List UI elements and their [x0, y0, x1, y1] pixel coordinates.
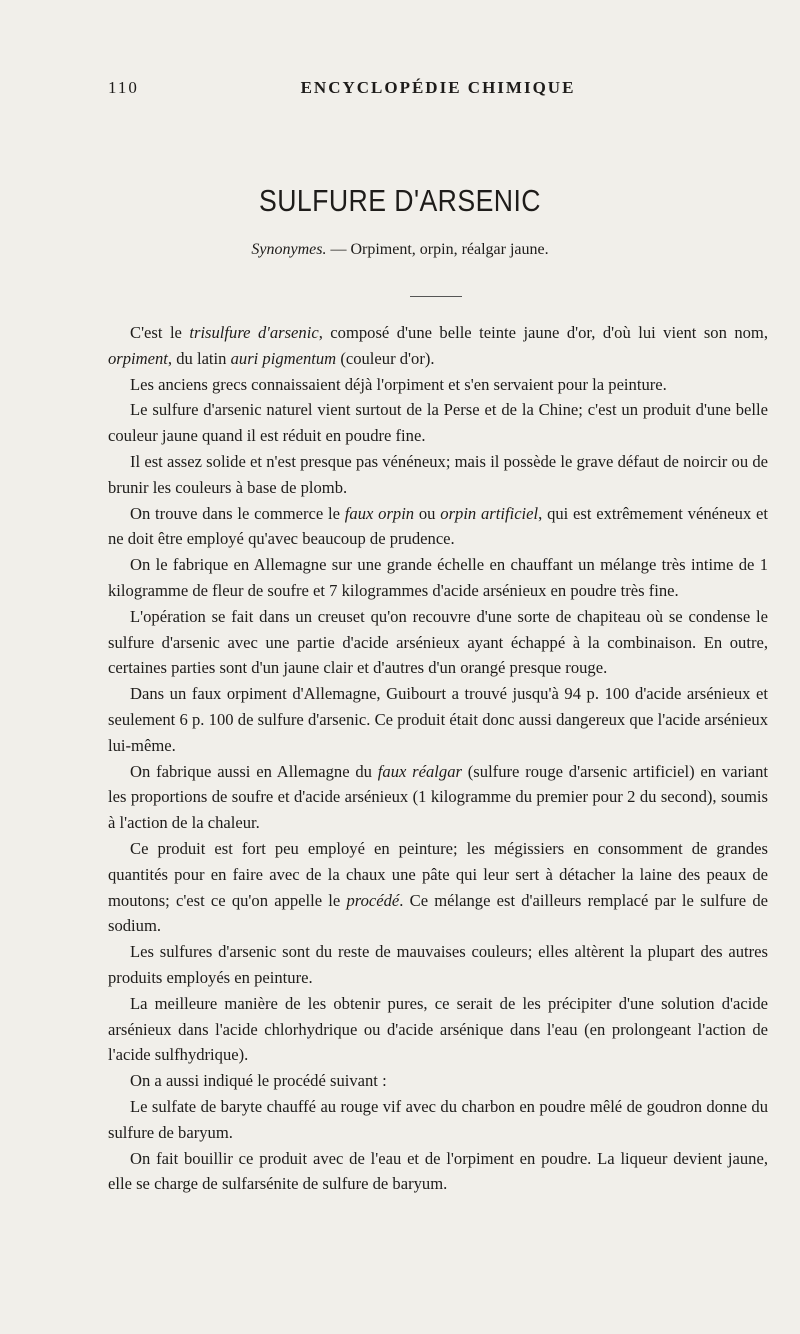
- paragraph-text: , composé d'une belle teinte jaune d'or, d'où lui vient son nom,: [318, 323, 768, 342]
- italic-term: orpin artificiel: [440, 503, 539, 523]
- paragraph-text: (couleur d'or).: [336, 348, 435, 368]
- italic-term: faux orpin: [344, 503, 415, 523]
- paragraph: [108, 1068, 768, 1094]
- paragraph-text: On fait bouillir ce produit avec de l'eau et de l'orpiment en poudre. La liqueur devient jaune, elle se charge de sulfarsénite de sulfure de baryum.: [108, 1148, 768, 1194]
- paragraph: [108, 372, 768, 398]
- synonyms-label: Synonymes.: [251, 241, 327, 258]
- paragraph: [108, 449, 768, 501]
- body-text: [108, 320, 768, 1197]
- paragraph-text: Dans un faux orpiment d'Allemagne, Guibourt a trouvé jusqu'à 94 p. 100 d'acide arsénieux et seulement 6 p. 100 de sulfure d'arsenic. Ce produit était donc aussi dangereux que l'acide arsénieux lui-même.: [108, 684, 768, 755]
- paragraph-text: , qui est extrêmement vénéneux et ne doit être employé qu'avec beaucoup de prudence.: [108, 503, 768, 549]
- paragraph-text: Le sulfure d'arsenic naturel vient surtout de la Perse et de la Chine; c'est un produit d'une belle couleur jaune quand il est réduit en poudre fine.: [108, 400, 768, 446]
- paragraph-text: Il est assez solide et n'est presque pas vénéneux; mais il possède le grave défaut de noircir ou de brunir les couleurs à base de plomb.: [108, 451, 768, 497]
- italic-term: auri pigmentum: [230, 348, 337, 368]
- paragraph-text: Le sulfate de baryte chauffé au rouge vif avec du charbon en poudre mêlé de goudron donne du sulfure de baryum.: [108, 1096, 768, 1142]
- paragraph-text: Les anciens grecs connaissaient déjà l'orpiment et s'en servaient pour la peinture.: [130, 374, 667, 394]
- paragraph: [108, 939, 768, 991]
- paragraph: [108, 320, 768, 372]
- paragraph: [108, 604, 768, 681]
- paragraph: [108, 1094, 768, 1146]
- paragraph: [108, 681, 768, 758]
- synonyms-line: [0, 241, 800, 259]
- paragraph-text: ou: [414, 503, 441, 523]
- paragraph: [108, 759, 768, 836]
- paragraph-text: On fabrique aussi en Allemagne du: [130, 761, 378, 781]
- paragraph-text: On le fabrique en Allemagne sur une grande échelle en chauffant un mélange très intime de 1 kilogramme de fleur de soufre et 7 kilogrammes d'acide arsénieux en poudre très fine.: [108, 555, 768, 600]
- paragraph: [108, 836, 768, 939]
- paragraph-text: Les sulfures d'arsenic sont du reste de mauvaises couleurs; elles altèrent la plupart des autres produits employés en peinture.: [108, 942, 768, 987]
- section-divider: [410, 296, 462, 297]
- paragraph-text: L'opération se fait dans un creuset qu'on recouvre d'une sorte de chapiteau où se condense le sulfure d'arsenic avec une partie d'acide arsénieux ayant échappé à la combinaison. En outre, certaines parties sont d'un jaune clair et d'autres d'un orangé presque rouge.: [108, 606, 768, 678]
- paragraph-text: On trouve dans le commerce le: [130, 503, 345, 523]
- paragraph-text: Ce produit est fort peu employé en peinture; les mégissiers en consomment de grandes quantités pour en faire avec de la chaux une pâte qui leur sert à détacher la laine des peaux de moutons; c'est ce qu'on appelle le: [108, 838, 768, 910]
- running-title: ENCYCLOPÉDIE CHIMIQUE: [300, 78, 576, 97]
- paragraph: [108, 501, 768, 553]
- paragraph: [108, 552, 768, 604]
- page-number: 110: [108, 78, 139, 97]
- paragraph-text: La meilleure manière de les obtenir pures, ce serait de les précipiter d'une solution d'acide arsénieux dans l'acide chlorhydrique ou d'acide arsénique dans l'eau (en prolongeant l'action de l'acide sulfhydrique).: [108, 993, 768, 1065]
- paragraph-text: , du latin: [167, 348, 231, 368]
- italic-term: faux réalgar: [377, 761, 462, 781]
- page-header: [108, 78, 768, 100]
- italic-term: orpiment: [108, 348, 168, 368]
- paragraph-text: (sulfure rouge d'arsenic artificiel) en variant les proportions de soufre et d'acide arsénieux (1 kilogramme du premier pour 2 du second), soumis à l'action de la chaleur.: [108, 761, 768, 833]
- paragraph-text: On a aussi indiqué le procédé suivant :: [130, 1071, 387, 1091]
- paragraph: [108, 397, 768, 449]
- section-title: SULFURE D'ARSENIC: [258, 183, 541, 218]
- italic-term: procédé: [346, 890, 400, 910]
- italic-term: trisulfure d'arsenic: [189, 323, 319, 342]
- paragraph-text: . Ce mélange est d'ailleurs remplacé par le sulfure de sodium.: [108, 890, 769, 936]
- paragraph: [108, 991, 768, 1068]
- paragraph-text: C'est le: [130, 323, 190, 342]
- synonyms-text: — Orpiment, orpin, réalgar jaune.: [326, 241, 549, 258]
- paragraph: [108, 1146, 768, 1198]
